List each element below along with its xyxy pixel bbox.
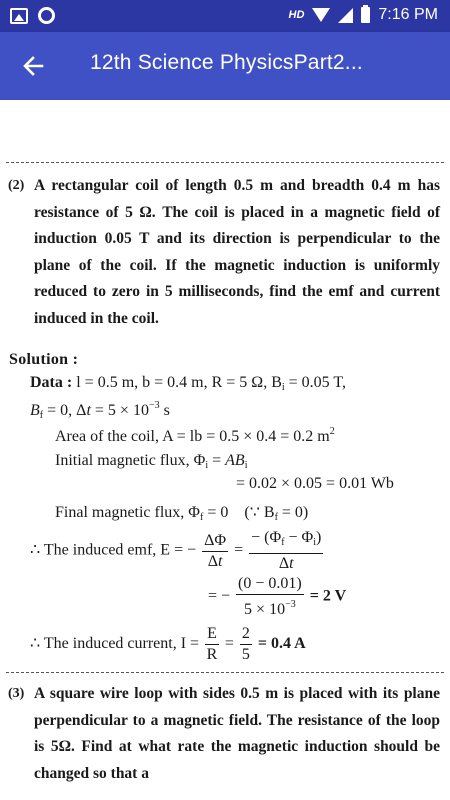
emf-result: = 2 V [309,587,347,605]
image-notification-icon [10,8,28,24]
problem-number: (2) [8,178,25,193]
wifi-icon [312,8,330,22]
section-divider [6,672,444,673]
problem-3 [8,680,440,787]
battery-icon [361,7,370,23]
network-type-label: HD [288,9,305,21]
app-bar [0,32,450,100]
data-line-2: $B_f = 0$, $\Delta t = 5 \times 10^{-3}$ s [30,400,170,421]
initial-flux-value: = 0.02 × 0.05 = 0.01 Wb [236,475,394,492]
section-divider [6,162,444,163]
current-line: ∴ The induced current, I = $\frac{E}{R}$ = $\frac{2}{5}$ = 0.4 A [30,625,306,663]
solution-label: Solution : [9,351,79,368]
data-values: l = 0.5 m, b = 0.4 m, R = 5 Ω, B [76,374,282,391]
document-viewer[interactable] [0,100,450,800]
problem-text: A rectangular coil of length 0.5 m and breadth 0.4 m has resistance of 5 Ω. The coil is placed in a magnetic field of induction 0.05 T and its direction is perpendicular to the plane of the coil. If the magnetic induction is uniformly reduced to zero in 5 milliseconds, find the emf and current induced in the coil. [34,177,440,327]
status-time: 7:16 PM [378,6,438,23]
page-title: 12th Science PhysicsPart2... [90,51,363,74]
final-flux-line: Final magnetic flux, $\Phi_f = 0$ (∵ $B_f = 0$) [55,504,309,523]
current-result: = 0.4 A [257,635,306,653]
data-label: Data : [30,374,73,391]
initial-flux-line: Initial magnetic flux, $\Phi_i = AB_i$ [55,452,248,471]
problem-text: A square wire loop with sides 0.5 m is placed with its plane perpendicular to a magnetic field. The resistance of the loop is 5Ω. Find at what rate the magnetic induction should be changed so that a [34,685,440,782]
signal-icon [338,8,353,23]
problem-2 [8,172,440,332]
status-bar [0,0,450,32]
emf-calc-line: = − $\frac{(0 - 0.01)}{5 \times 10^{-3}}$ = 2 V [208,575,347,618]
data-line: Data : l = 0.5 m, b = 0.4 m, R = 5 Ω, $B_i = 0.05$ T, [30,374,346,393]
emf-line: ∴ The induced emf, E = − $\frac{\Delta\Phi}{\Delta t}$ = $\frac{- (\Phi_f - \Phi_i)}{\Delta t}$ [30,529,322,572]
back-button[interactable] [16,48,52,84]
back-arrow-icon [16,48,52,84]
area-line: Area of the coil, A = lb = 0.5 × 0.4 = 0.2 $m^2$ [55,426,335,445]
problem-number: (3) [8,686,25,701]
sync-notification-icon [38,7,55,24]
